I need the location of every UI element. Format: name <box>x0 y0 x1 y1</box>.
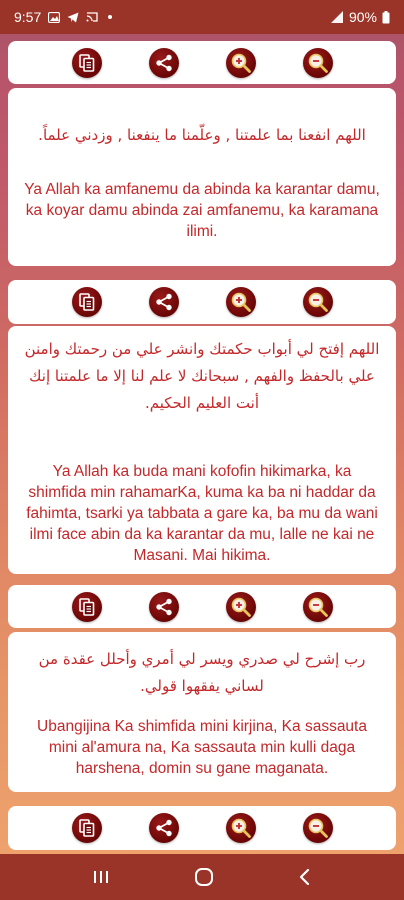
copy-icon <box>79 293 95 311</box>
dua-card-3 <box>8 632 396 792</box>
zoom-out-icon <box>307 596 329 618</box>
zoom-in-button-3[interactable] <box>226 592 256 622</box>
toolbar-1 <box>8 41 396 84</box>
zoom-out-button-1[interactable] <box>303 48 333 78</box>
copy-button-4[interactable] <box>72 813 102 843</box>
notification-dot-icon <box>108 15 112 19</box>
back-icon[interactable] <box>298 868 312 886</box>
arabic-text: اللهم إفتح لي أبواب حكمتك وانشر علي من رحمتك وامنن علي بالحفظ والفهم , سبحانك لا علم لنا إلا ما علمتنا إنك أنت العليم الحكيم. <box>24 340 380 412</box>
arabic-text: رب إشرح لي صدري ويسر لي أمري وأحلل عقدة من لساني يفقهوا قولي. <box>38 650 366 695</box>
toolbar-3 <box>8 585 396 628</box>
dua-card-2 <box>8 326 396 574</box>
zoom-in-icon <box>230 596 252 618</box>
copy-icon <box>79 598 95 616</box>
status-bar <box>0 0 404 34</box>
telegram-icon <box>67 12 79 23</box>
zoom-in-icon <box>230 52 252 74</box>
zoom-out-button-3[interactable] <box>303 592 333 622</box>
gallery-icon <box>48 12 60 23</box>
zoom-out-button-4[interactable] <box>303 813 333 843</box>
copy-button-3[interactable] <box>72 592 102 622</box>
battery-percent: 90% <box>348 9 377 25</box>
signal-icon <box>331 11 344 23</box>
zoom-out-icon <box>307 291 329 313</box>
share-button-2[interactable] <box>149 287 179 317</box>
share-icon <box>155 293 173 311</box>
share-button-3[interactable] <box>149 592 179 622</box>
recent-apps-icon[interactable] <box>92 869 110 885</box>
zoom-in-button-1[interactable] <box>226 48 256 78</box>
zoom-in-button-4[interactable] <box>226 813 256 843</box>
battery-icon <box>382 11 390 24</box>
arabic-text: اللهم انفعنا بما علمتنا , وعلّمنا ما ينفعنا , وزدني علماً. <box>38 126 366 144</box>
share-icon <box>155 54 173 72</box>
toolbar-2 <box>8 280 396 324</box>
hausa-translation: Ya Allah ka amfanemu da abinda ka karantar damu, ka koyar damu abinda zai amfanemu, ka karamana ilimi. <box>24 181 380 240</box>
toolbar-4 <box>8 806 396 850</box>
hausa-translation: Ubangijina Ka shimfida mini kirjina, Ka sassauta mini al'amura na, Ka sassauta min kulli daga harshena, domin su gane maganata. <box>37 718 367 777</box>
zoom-in-icon <box>230 291 252 313</box>
copy-icon <box>79 819 95 837</box>
zoom-out-icon <box>307 817 329 839</box>
share-button-1[interactable] <box>149 48 179 78</box>
copy-button-1[interactable] <box>72 48 102 78</box>
copy-button-2[interactable] <box>72 287 102 317</box>
home-icon[interactable] <box>194 867 214 887</box>
status-time: 9:57 <box>14 9 42 25</box>
hausa-translation: Ya Allah ka buda mani kofofin hikimarka, ka shimfida min rahamarKa, kuma ka ba ni haddar da fahimta, tsarki ya tabbata a gare ka, ba mu da wani ilmi face abin da ka karantar da mu, lalle ne kai ne Masani. Mai hikima. <box>26 463 378 564</box>
zoom-out-button-2[interactable] <box>303 287 333 317</box>
zoom-in-icon <box>230 817 252 839</box>
system-nav-bar <box>0 854 404 900</box>
cast-icon <box>86 12 98 22</box>
dua-card-1 <box>8 88 396 266</box>
share-icon <box>155 598 173 616</box>
zoom-in-button-2[interactable] <box>226 287 256 317</box>
share-icon <box>155 819 173 837</box>
zoom-out-icon <box>307 52 329 74</box>
copy-icon <box>79 54 95 72</box>
share-button-4[interactable] <box>149 813 179 843</box>
